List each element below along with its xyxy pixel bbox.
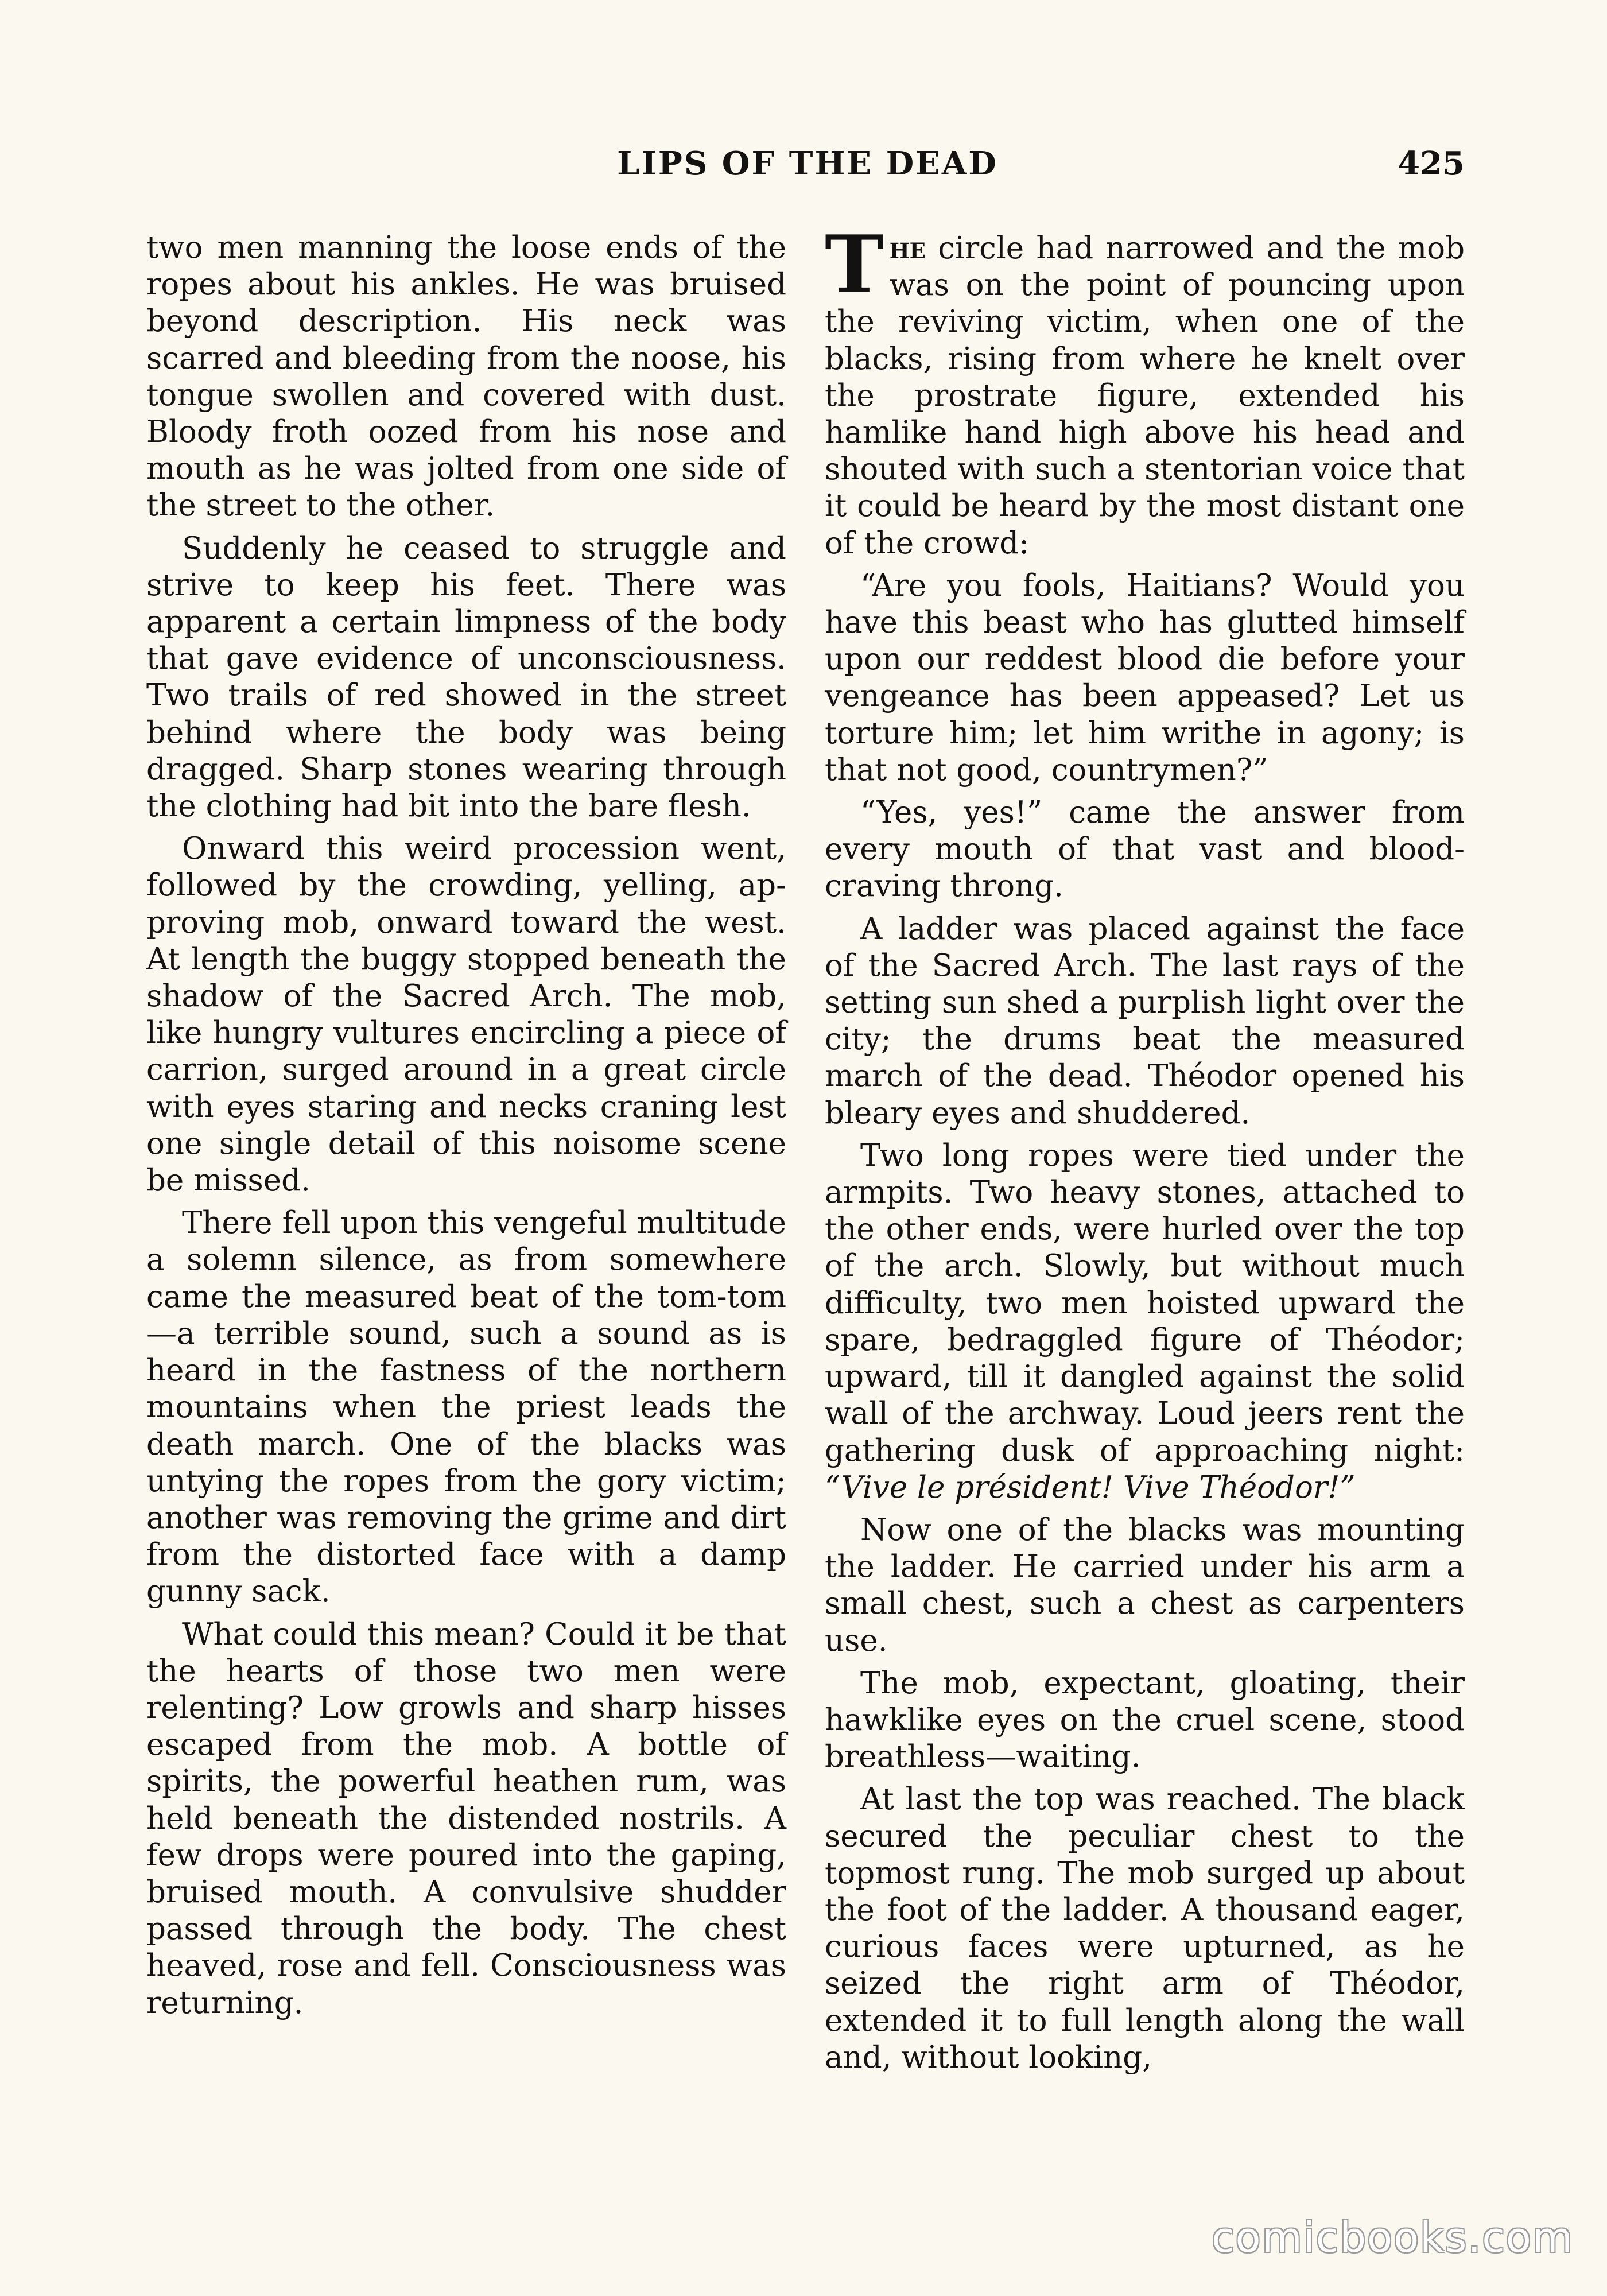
paragraph: Suddenly he ceased to struggle and strive to keep his feet. There was apparent a certain limpness of the body that gave evidence of unconsciousness. Two trails of red showed in the street behind where the body was being dragged. Sharp stones wearing through the clothing had bit into the bare flesh. (146, 530, 786, 824)
left-column (146, 230, 786, 2027)
drop-cap: T (825, 218, 884, 311)
paragraph: Onward this weird procession went, followed by the crowding, yelling, approving mob, onward toward the west. At length the buggy stopped beneath the shadow of the Sacred Arch. The mob, like hungry vultures encircling a piece of carrion, surged around in a great circle with eyes staring and necks craning lest one single detail of this noisome scene be missed. (146, 831, 786, 1199)
italic-quote: “Vive le président! Vive Théodor!” (825, 1469, 1356, 1505)
small-caps-lead: he (889, 230, 926, 266)
paragraph: two men manning the loose ends of the ropes about his ankles. He was bruised beyond description. His neck was scarred and bleeding from the noose, his tongue swollen and covered with dust. Bloody froth oozed from his nose and mouth as he was jolted from one side of the street to the other. (146, 230, 786, 523)
right-column (825, 218, 1465, 2082)
paragraph: “Yes, yes!” came the answer from every mouth of that vast and blood-craving throng. (825, 795, 1465, 904)
paragraph: What could this mean? Could it be that the hearts of those two men were relenting? Low growls and sharp hisses escaped from the mob. A bottle of spirits, the powerful heathen rum, was held beneath the distended nostrils. A few drops were poured into the gaping, bruised mouth. A convulsive shudder passed through the body. The chest heaved, rose and fell. Consciousness was returning. (146, 1616, 786, 2020)
paragraph-text: circle had narrowed and the mob was on the point of pouncing upon the reviving victim, when one of the blacks, rising from where he knelt over the prostrate figure, extended his hamlike hand high above his head and shouted with such a stentorian voice that it could be heard by the most distant one of the crowd: (825, 231, 1465, 561)
paragraph: “Are you fools, Haitians? Would you have this beast who has glutted himself upon our reddest blood die before your vengeance has been appeased? Let us torture him; let him writhe in agony; is that not good, countrymen?” (825, 568, 1465, 788)
page-header (150, 145, 1465, 191)
running-title: LIPS OF THE DEAD (617, 145, 998, 183)
paragraph: The mob, expectant, gloating, their hawklike eyes on the cruel scene, stood breathless—waiting. (825, 1665, 1465, 1775)
paragraph: Now one of the blacks was mounting the ladder. He carried under his arm a small chest, such a chest as carpenters use. (825, 1512, 1465, 1658)
page-number: 425 (1398, 145, 1465, 183)
watermark: comicbooks.com (1211, 2213, 1574, 2262)
paragraph: There fell upon this vengeful multitude a solemn silence, as from somewhere came the measured beat of the tom-tom—a terrible sound, such a sound as is heard in the fastness of the northern mountains when the priest leads the death march. One of the blacks was untying the ropes from the gory victim; another was removing the grime and dirt from the distorted face with a damp gunny sack. (146, 1205, 786, 1609)
paragraph: At last the top was reached. The black secured the peculiar chest to the topmost rung. The mob surged up about the foot of the ladder. A thousand eager, curious faces were upturned, as he seized the right arm of Théodor, extended it to full length along the wall and, without looking, (825, 1782, 1465, 2075)
section-opening-paragraph (825, 218, 1465, 562)
paragraph-text: Two long ropes were tied under the armpits. Two heavy stones, attached to the other ends, were hurled over the top of the arch. Slowly, but without much difficulty, two men hoisted upward the spare, bedraggled figure of Théodor; upward, till it dangled against the solid wall of the archway. Loud jeers rent the gathering dusk of approaching night: (825, 1138, 1465, 1468)
paragraph (825, 1138, 1465, 1506)
paragraph: A ladder was placed against the face of the Sacred Arch. The last rays of the setting sun shed a purplish light over the city; the drums beat the measured march of the dead. Théodor opened his bleary eyes and shuddered. (825, 911, 1465, 1131)
